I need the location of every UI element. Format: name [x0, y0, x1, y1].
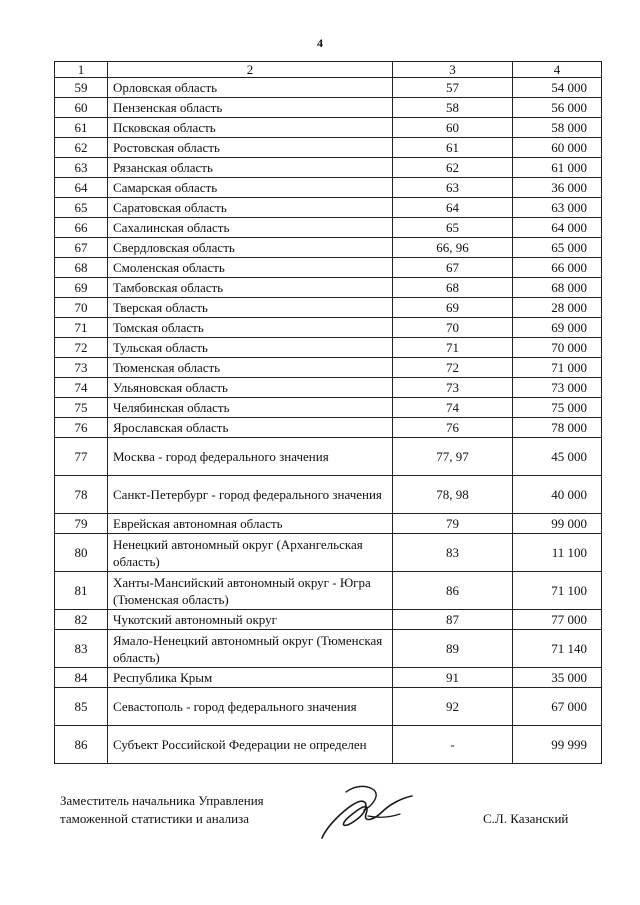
region-code-cell: 78, 98 — [393, 476, 513, 514]
region-code-cell: 77, 97 — [393, 438, 513, 476]
region-name-cell: Республика Крым — [108, 668, 393, 688]
value-cell: 75 000 — [513, 398, 602, 418]
region-name-cell: Москва - город федерального значения — [108, 438, 393, 476]
signer-name: С.Л. Казанский — [483, 811, 569, 826]
table-header-row — [55, 62, 602, 78]
table-row — [55, 118, 602, 138]
value-cell: 77 000 — [513, 610, 602, 630]
region-code-cell: 65 — [393, 218, 513, 238]
page-number: 4 — [317, 36, 323, 50]
row-number-cell: 63 — [55, 158, 108, 178]
row-number-cell: 77 — [55, 438, 108, 476]
table-row — [55, 726, 602, 764]
region-name-cell: Пензенская область — [108, 98, 393, 118]
row-number-cell: 60 — [55, 98, 108, 118]
value-cell: 99 000 — [513, 514, 602, 534]
region-name-cell: Севастополь - город федерального значения — [108, 688, 393, 726]
region-code-cell: 72 — [393, 358, 513, 378]
region-code-cell: 62 — [393, 158, 513, 178]
region-code-cell: 76 — [393, 418, 513, 438]
value-cell: 11 100 — [513, 534, 602, 572]
signer-title-line-1: Заместитель начальника Управления — [60, 793, 264, 808]
table-row — [55, 476, 602, 514]
row-number-cell: 59 — [55, 78, 108, 98]
table-row — [55, 178, 602, 198]
regions-table-body — [55, 62, 602, 764]
signer-title-line-2: таможенной статистики и анализа — [60, 811, 249, 826]
row-number-cell: 65 — [55, 198, 108, 218]
table-row — [55, 514, 602, 534]
table-row — [55, 258, 602, 278]
table-row — [55, 438, 602, 476]
region-name-cell: Псковская область — [108, 118, 393, 138]
value-cell: 28 000 — [513, 298, 602, 318]
table-row — [55, 138, 602, 158]
region-name-cell: Тульская область — [108, 338, 393, 358]
table-row — [55, 378, 602, 398]
table-row — [55, 668, 602, 688]
region-name-cell: Сахалинская область — [108, 218, 393, 238]
table-row — [55, 610, 602, 630]
row-number-cell: 83 — [55, 630, 108, 668]
value-cell: 60 000 — [513, 138, 602, 158]
value-cell: 40 000 — [513, 476, 602, 514]
region-name-cell: Смоленская область — [108, 258, 393, 278]
region-code-cell: 89 — [393, 630, 513, 668]
table-row — [55, 298, 602, 318]
region-code-cell: 60 — [393, 118, 513, 138]
value-cell: 78 000 — [513, 418, 602, 438]
row-number-cell: 76 — [55, 418, 108, 438]
region-name-cell: Самарская область — [108, 178, 393, 198]
regions-table — [54, 61, 602, 764]
region-name-cell: Томская область — [108, 318, 393, 338]
region-code-cell: 63 — [393, 178, 513, 198]
region-name-cell: Еврейская автономная область — [108, 514, 393, 534]
table-row — [55, 78, 602, 98]
region-code-cell: 87 — [393, 610, 513, 630]
table-row — [55, 358, 602, 378]
value-cell: 99 999 — [513, 726, 602, 764]
region-name-cell: Субъект Российской Федерации не определен — [108, 726, 393, 764]
value-cell: 64 000 — [513, 218, 602, 238]
row-number-cell: 68 — [55, 258, 108, 278]
value-cell: 54 000 — [513, 78, 602, 98]
region-name-cell: Ярославская область — [108, 418, 393, 438]
row-number-cell: 79 — [55, 514, 108, 534]
region-name-cell: Ямало-Ненецкий автономный округ (Тюменская область) — [108, 630, 393, 668]
region-code-cell: 73 — [393, 378, 513, 398]
value-cell: 71 140 — [513, 630, 602, 668]
region-name-cell: Ульяновская область — [108, 378, 393, 398]
row-number-cell: 64 — [55, 178, 108, 198]
region-code-cell: 79 — [393, 514, 513, 534]
value-cell: 63 000 — [513, 198, 602, 218]
region-code-cell: 58 — [393, 98, 513, 118]
region-name-cell: Чукотский автономный округ — [108, 610, 393, 630]
value-cell: 70 000 — [513, 338, 602, 358]
table-row — [55, 338, 602, 358]
region-code-cell: - — [393, 726, 513, 764]
region-code-cell: 64 — [393, 198, 513, 218]
table-row — [55, 98, 602, 118]
table-row — [55, 630, 602, 668]
row-number-cell: 67 — [55, 238, 108, 258]
region-code-cell: 86 — [393, 572, 513, 610]
row-number-cell: 61 — [55, 118, 108, 138]
handwritten-signature — [308, 776, 418, 846]
row-number-cell: 73 — [55, 358, 108, 378]
row-number-cell: 70 — [55, 298, 108, 318]
header-col-3: 3 — [393, 62, 513, 78]
row-number-cell: 62 — [55, 138, 108, 158]
value-cell: 36 000 — [513, 178, 602, 198]
value-cell: 45 000 — [513, 438, 602, 476]
region-code-cell: 83 — [393, 534, 513, 572]
table-row — [55, 278, 602, 298]
value-cell: 58 000 — [513, 118, 602, 138]
row-number-cell: 85 — [55, 688, 108, 726]
region-name-cell: Саратовская область — [108, 198, 393, 218]
value-cell: 61 000 — [513, 158, 602, 178]
value-cell: 71 100 — [513, 572, 602, 610]
row-number-cell: 74 — [55, 378, 108, 398]
table-row — [55, 238, 602, 258]
header-col-2: 2 — [108, 62, 393, 78]
region-code-cell: 57 — [393, 78, 513, 98]
region-name-cell: Челябинская область — [108, 398, 393, 418]
region-name-cell: Тамбовская область — [108, 278, 393, 298]
table-row — [55, 418, 602, 438]
region-code-cell: 74 — [393, 398, 513, 418]
region-code-cell: 70 — [393, 318, 513, 338]
region-name-cell: Свердловская область — [108, 238, 393, 258]
table-row — [55, 398, 602, 418]
value-cell: 66 000 — [513, 258, 602, 278]
row-number-cell: 82 — [55, 610, 108, 630]
row-number-cell: 71 — [55, 318, 108, 338]
value-cell: 67 000 — [513, 688, 602, 726]
value-cell: 68 000 — [513, 278, 602, 298]
region-code-cell: 61 — [393, 138, 513, 158]
region-code-cell: 91 — [393, 668, 513, 688]
value-cell: 71 000 — [513, 358, 602, 378]
table-row — [55, 198, 602, 218]
row-number-cell: 84 — [55, 668, 108, 688]
row-number-cell: 75 — [55, 398, 108, 418]
value-cell: 56 000 — [513, 98, 602, 118]
row-number-cell: 86 — [55, 726, 108, 764]
region-code-cell: 92 — [393, 688, 513, 726]
region-code-cell: 67 — [393, 258, 513, 278]
value-cell: 65 000 — [513, 238, 602, 258]
region-name-cell: Тверская область — [108, 298, 393, 318]
region-code-cell: 69 — [393, 298, 513, 318]
table-row — [55, 218, 602, 238]
table-row — [55, 534, 602, 572]
region-name-cell: Тюменская область — [108, 358, 393, 378]
region-name-cell: Орловская область — [108, 78, 393, 98]
row-number-cell: 72 — [55, 338, 108, 358]
row-number-cell: 80 — [55, 534, 108, 572]
row-number-cell: 69 — [55, 278, 108, 298]
region-code-cell: 68 — [393, 278, 513, 298]
region-name-cell: Ростовская область — [108, 138, 393, 158]
region-name-cell: Ханты-Мансийский автономный округ - Югра (Тюменская область) — [108, 572, 393, 610]
region-name-cell: Рязанская область — [108, 158, 393, 178]
region-name-cell: Ненецкий автономный округ (Архангельская область) — [108, 534, 393, 572]
value-cell: 35 000 — [513, 668, 602, 688]
table-row — [55, 158, 602, 178]
table-row — [55, 572, 602, 610]
header-col-4: 4 — [513, 62, 602, 78]
row-number-cell: 78 — [55, 476, 108, 514]
table-row — [55, 688, 602, 726]
region-code-cell: 71 — [393, 338, 513, 358]
region-code-cell: 66, 96 — [393, 238, 513, 258]
table-row — [55, 318, 602, 338]
value-cell: 73 000 — [513, 378, 602, 398]
value-cell: 69 000 — [513, 318, 602, 338]
region-name-cell: Санкт-Петербург - город федерального значения — [108, 476, 393, 514]
signature-block — [60, 792, 264, 828]
row-number-cell: 66 — [55, 218, 108, 238]
header-col-1: 1 — [55, 62, 108, 78]
row-number-cell: 81 — [55, 572, 108, 610]
